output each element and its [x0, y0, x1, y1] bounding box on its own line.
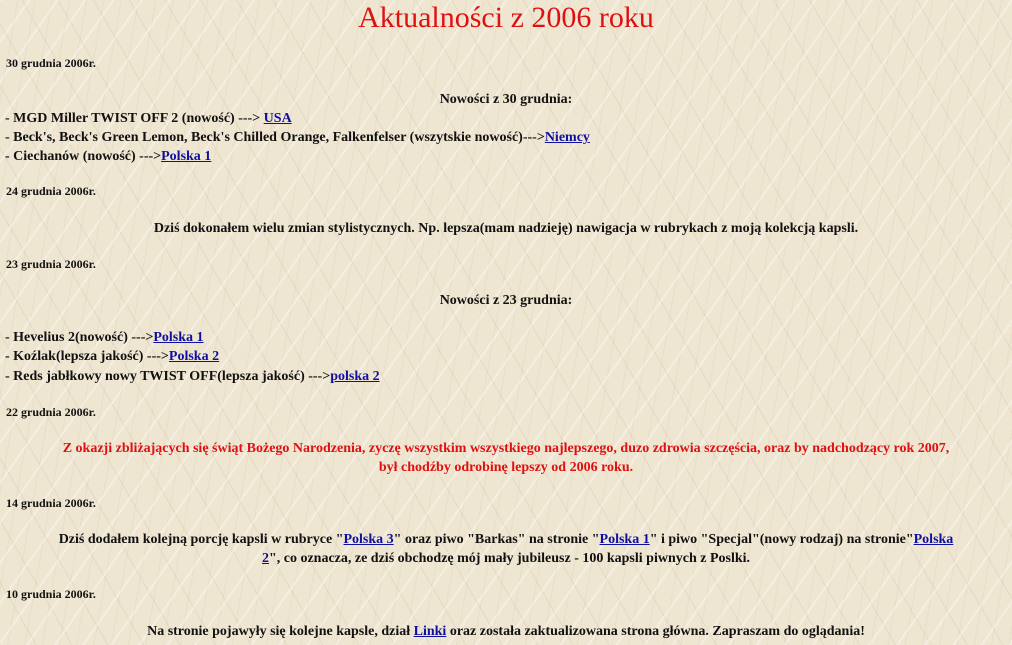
news-item-text: - Reds jabłkowy nowy TWIST OFF(lepsza jakość) --->: [5, 369, 331, 384]
news-item: [5, 128, 590, 147]
page-title: Aktualności z 2006 roku: [358, 1, 654, 34]
christmas-wishes-line-2: był chodźby odrobinę lepszy od 2006 roku.: [378, 460, 634, 475]
entry-text: [0, 622, 1012, 641]
entry-heading: Nowości z 23 grudnia:: [439, 293, 573, 308]
news-item: [5, 347, 219, 366]
link-linki[interactable]: Linki: [413, 624, 447, 639]
link-polska-1[interactable]: Polska 1: [599, 532, 650, 547]
link-niemcy[interactable]: Niemcy: [544, 130, 590, 145]
link-polska-1[interactable]: Polska 1: [161, 149, 212, 164]
news-item: [5, 328, 204, 347]
entry-text-part: " i piwo "Specjal"(nowy rodzaj) na stronie": [649, 532, 914, 547]
link-polska-2-number: 2: [261, 551, 269, 566]
link-polska-2-word: Polska: [913, 532, 954, 547]
link-polska-2[interactable]: polska 2: [330, 369, 380, 384]
news-item: [5, 147, 211, 166]
entry-text-part: Dziś dodałem kolejną porcję kapsli w rubryce ": [58, 532, 344, 547]
entry-date: 22 grudnia 2006r.: [6, 405, 96, 419]
news-item-text: - Beck's, Beck's Green Lemon, Beck's Chilled Orange, Falkenfelser (wszytskie nowość)--->: [5, 130, 545, 145]
entry-date: 24 grudnia 2006r.: [6, 184, 96, 198]
entry-date: 10 grudnia 2006r.: [6, 587, 96, 601]
link-polska-1[interactable]: Polska 1: [153, 330, 204, 345]
news-item-text: - Hevelius 2(nowość) --->: [5, 330, 154, 345]
entry-date: 14 grudnia 2006r.: [6, 496, 96, 510]
link-polska-2[interactable]: Polska 2: [168, 349, 220, 364]
link-polska-3[interactable]: Polska 3: [343, 532, 394, 547]
entry-text: [6, 530, 1006, 568]
entry-heading: Nowości z 30 grudnia:: [439, 92, 573, 107]
entry-text: Dziś dokonałem wielu zmian stylistycznych. Np. lepsza(mam nadzieję) nawigacja w rubrykach z moją kolekcją kapsli.: [153, 221, 859, 236]
entry-date: 30 grudnia 2006r.: [6, 56, 96, 70]
news-item: [5, 109, 292, 128]
entry-text-part: Na stronie pojawyły się kolejne kapsle, dział: [147, 624, 414, 639]
news-item-text: - MGD Miller TWIST OFF 2 (nowość) --->: [5, 111, 264, 126]
link-usa[interactable]: USA: [263, 111, 292, 126]
christmas-wishes-line-1: Z okazji zbliżających się świąt Bożego Narodzenia, zyczę wszystkim wszystkiego najlepszego, duzo zdrowia szczęścia, oraz by nadchodzący rok 2007,: [62, 441, 950, 456]
entry-date: 23 grudnia 2006r.: [6, 257, 96, 271]
entry-text-part: " oraz piwo "Barkas" na stronie ": [393, 532, 600, 547]
news-item: [5, 367, 380, 386]
news-item-text: - Koźlak(lepsza jakość) --->: [5, 349, 169, 364]
news-item-text: - Ciechanów (nowość) --->: [5, 149, 162, 164]
entry-text-part: ", co oznacza, ze dziś obchodzę mój mały jubileusz - 100 kapsli piwnych z Poslki.: [268, 551, 751, 566]
entry-text-part: oraz została zaktualizowana strona główna. Zapraszam do oglądania!: [446, 624, 865, 639]
